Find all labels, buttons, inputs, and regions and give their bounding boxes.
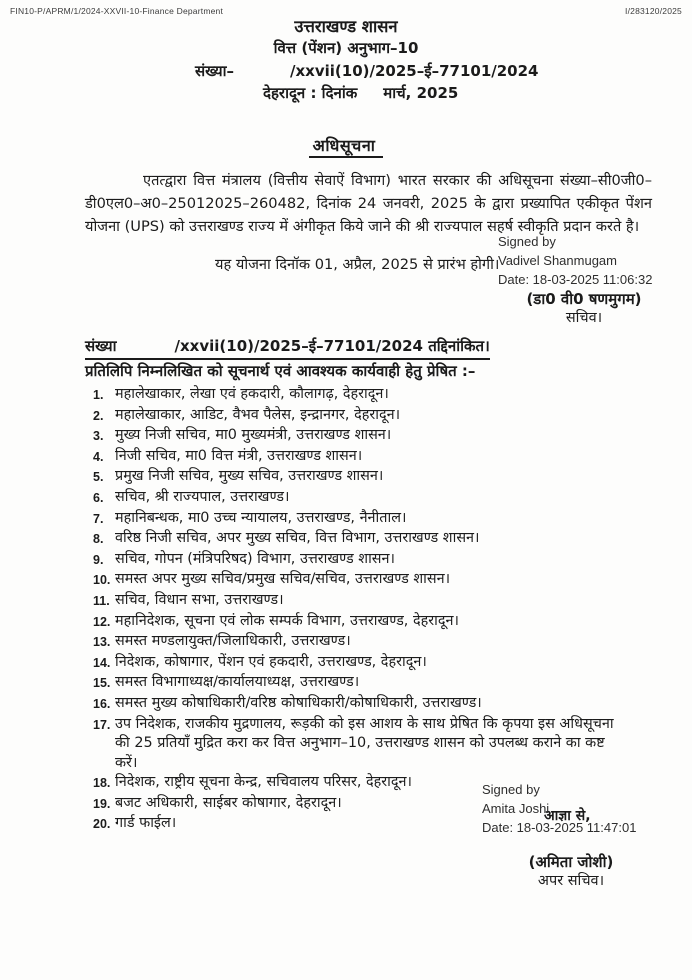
endorsement-number-value: /xxvii(10)/2025–ई–77101/2024 तद्दिनांकित।: [174, 337, 490, 355]
place-date-line: [0, 83, 692, 104]
signer-name-hindi: (डा0 वी0 षणमुगम): [526, 290, 642, 308]
list-item-number: 1.: [93, 388, 104, 402]
signed-by-label: Signed by: [498, 234, 556, 249]
list-item-text: गार्ड फाईल।: [115, 815, 177, 832]
list-item-number: 6.: [93, 490, 104, 505]
endorsement-section: [85, 336, 662, 835]
list-item-text: महानिदेशक, सूचना एवं लोक सम्पर्क विभाग, उत्तराखण्ड, देहरादून।: [115, 612, 459, 629]
letter-number-value: /xxvii(10)/2025–ई–77101/2024: [290, 62, 539, 80]
copy-forwarded-line: प्रतिलिपि निम्नलिखित को सूचनार्थ एवं आवश्यक कार्यवाही हेतु प्रेषित :–: [85, 362, 476, 380]
list-item-text: निजी सचिव, मा0 वित्त मंत्री, उत्तराखण्ड शासन।: [115, 447, 363, 464]
list-item-number: 7.: [93, 511, 104, 526]
list-item-text: महालेखाकार, आडिट, वैभव पैलेस, इन्द्रानगर, देहरादून।: [115, 406, 401, 423]
list-item-text: उप निदेशक, राजकीय मुद्रणालय, रूड़की को इस आशय के साथ प्रेषित कि कृपया इस अधिसूचना की 25 प्रतियॉं मुद्रित करा कर वित्त अनुभाग–10, उत्तराखण्ड शासन को उपलब्ध कराने का कष्ट करें।: [115, 715, 614, 771]
letter-number-label: संख्या–: [195, 62, 235, 80]
list-item: [93, 406, 662, 427]
commencement-line: यह योजना दिनॉक 01, अप्रैल, 2025 से प्रारंभ होगी।: [215, 256, 500, 273]
signed-by-label: Signed by: [482, 782, 540, 797]
list-item: [93, 653, 662, 674]
letter-number-line: [0, 61, 692, 82]
list-item-text: समस्त मण्डलायुक्त/जिलाधिकारी, उत्तराखण्ड।: [115, 633, 351, 650]
list-item: [93, 632, 662, 653]
list-item-text: समस्त विभागाध्यक्ष/कार्यालयाध्यक्ष, उत्तराखण्ड।: [115, 674, 360, 691]
file-reference-left: FIN10-P/APRM/1/2024-XXVII-10-Finance Department: [10, 6, 224, 16]
recipient-list: [85, 385, 662, 835]
government-title: उत्तराखण्ड शासन: [294, 17, 398, 36]
list-item: [93, 550, 662, 571]
list-item-text: समस्त अपर मुख्य सचिव/प्रमुख सचिव/सचिव, उत्तराखण्ड शासन।: [115, 571, 451, 588]
digital-signature-secretary: [498, 232, 670, 328]
signer-designation: सचिव।: [565, 310, 603, 326]
endorsement-number-label: संख्या: [85, 337, 117, 355]
list-item: [93, 467, 662, 488]
list-item: [93, 715, 662, 774]
notification-body-paragraph: एतत्द्वारा वित्त मंत्रालय (वित्तीय सेवाऐं विभाग) भारत सरकार की अधिसूचना संख्या–सी0जी0–डी0एल0–अ0–25012025–260482, दिनांक 24 जनवरी, 2025 के द्वारा प्रख्यापित एकीकृत पेंशन योजना (UPS) को उत्तराखण्ड राज्य में अंगीकृत किये जाने की श्री राज्यपाल सहर्ष स्वीकृति प्रदान करते है।: [85, 172, 652, 235]
list-item-number: 3.: [93, 429, 104, 444]
list-item: [93, 488, 662, 509]
list-item: [93, 509, 662, 530]
notification-heading-row: [0, 134, 692, 156]
list-item-text: वरिष्ठ निजी सचिव, अपर मुख्य सचिव, वित्त विभाग, उत्तराखण्ड शासन।: [115, 530, 480, 547]
list-item-text: सचिव, श्री राज्यपाल, उत्तराखण्ड।: [115, 488, 290, 505]
list-item: [93, 529, 662, 550]
list-item: [93, 694, 662, 715]
list-item-number: 2.: [93, 408, 104, 423]
list-item-number: 15.: [93, 676, 111, 691]
signer-designation: अपर सचिव।: [537, 873, 605, 889]
list-item-number: 14.: [93, 655, 111, 670]
list-item: [93, 385, 662, 406]
letterhead: [0, 16, 692, 59]
list-item: [93, 426, 662, 447]
file-reference-strip: [0, 0, 692, 16]
list-item: [93, 570, 662, 591]
list-item-text: सचिव, गोपन (मंत्रिपरिषद) विभाग, उत्तराखण्ड शासन।: [115, 550, 395, 567]
list-item-text: मुख्य निजी सचिव, मा0 मुख्यमंत्री, उत्तराखण्ड शासन।: [115, 427, 392, 444]
list-item-number: 8.: [93, 532, 104, 547]
list-item: [93, 612, 662, 633]
list-item-number: 10.: [93, 573, 111, 588]
list-item-number: 18.: [93, 776, 111, 791]
file-reference-right: I/283120/2025: [625, 6, 682, 16]
date-value: मार्च, 2025: [383, 84, 459, 102]
list-item-text: समस्त मुख्य कोषाधिकारी/वरिष्ठ कोषाधिकारी/कोषाधिकारी, उत्तराखण्ड।: [115, 694, 482, 711]
list-item-text: सचिव, विधान सभा, उत्तराखण्ड।: [115, 591, 284, 608]
list-item-text: निदेशक, राष्ट्रीय सूचना केन्द्र, सचिवालय परिसर, देहरादून।: [115, 774, 412, 791]
list-item-number: 9.: [93, 552, 104, 567]
list-item-number: 11.: [93, 593, 110, 608]
signer-name: Vadivel Shanmugam: [498, 253, 617, 268]
list-item-text: निदेशक, कोषागार, पेंशन एवं हकदारी, उत्तराखण्ड, देहरादून।: [115, 653, 427, 670]
signature-date: Date: 18-03-2025 11:06:32: [498, 272, 653, 287]
by-order-text: आज्ञा से,: [544, 808, 591, 824]
list-item-number: 16.: [93, 696, 111, 711]
list-item-number: 17.: [93, 717, 111, 732]
list-item-text: बजट अधिकारी, साईबर कोषागार, देहरादून।: [115, 794, 342, 811]
list-item-number: 19.: [93, 796, 111, 811]
list-item-number: 20.: [93, 817, 111, 832]
list-item-text: महालेखाकार, लेखा एवं हकदारी, कौलागढ़, देहरादून।: [115, 386, 389, 402]
list-item: [93, 447, 662, 468]
digital-signature-additional-secretary: [482, 780, 660, 891]
list-item-number: 13.: [93, 635, 111, 650]
department-title: वित्त (पेंशन) अनुभाग–10: [273, 39, 419, 57]
signer-name-hindi: (अमिता जोशी): [528, 853, 614, 871]
place-date-label: देहरादून : दिनांक: [263, 84, 358, 102]
signature-date: Date: 18-03-2025 11:47:01: [482, 820, 637, 835]
notification-heading: अधिसूचना: [309, 136, 384, 158]
endorsement-number-line: [85, 336, 490, 360]
list-item-number: 12.: [93, 614, 111, 629]
list-item: [93, 591, 662, 612]
list-item-text: महानिबन्धक, मा0 उच्च न्यायालय, उत्तराखण्ड, नैनीताल।: [115, 509, 407, 526]
list-item-number: 5.: [93, 470, 104, 485]
list-item-number: 4.: [93, 449, 104, 464]
list-item: [93, 673, 662, 694]
list-item-text: प्रमुख निजी सचिव, मुख्य सचिव, उत्तराखण्ड शासन।: [115, 468, 384, 485]
signer-name: Amita Joshi: [482, 801, 550, 816]
